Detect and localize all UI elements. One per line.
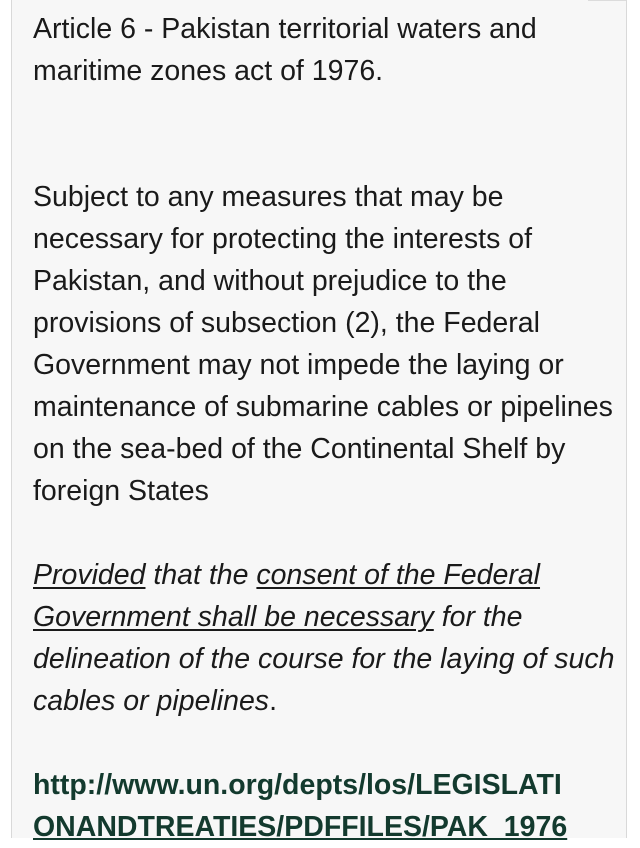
- paragraph-gap: [33, 512, 623, 554]
- article-heading: Article 6 - Pakistan territorial waters and maritime zones act of 1976.: [33, 13, 537, 87]
- card-corner-divider: [588, 0, 626, 1]
- section-gap: [33, 92, 623, 176]
- article-content: [33, 8, 623, 848]
- source-link-line1: http://www.un.org/depts/los/LEGISLATI: [33, 769, 562, 801]
- link-gap: [33, 722, 623, 764]
- source-link[interactable]: [33, 764, 623, 848]
- proviso-remainder: for the delineation of the course for the laying of such cables or pipelines: [33, 601, 615, 717]
- proviso-connector: that the: [145, 559, 257, 591]
- proviso-term: Provided: [33, 559, 146, 591]
- proviso-end: .: [269, 685, 277, 717]
- proviso-paragraph: [33, 554, 623, 722]
- source-link-line2: ONANDTREATIES/PDFFILES/PAK_1976: [33, 811, 568, 843]
- article-body: Subject to any measures that may be necessary for protecting the interests of Pakistan, and without prejudice to the provisions of subsection (2), the Federal Government may not impede the laying or maintenance of submarine cables or pipelines on the sea-bed of the Continental Shelf by foreign States: [33, 181, 613, 507]
- proviso-condition: consent of the Federal Government shall be necessary: [33, 559, 541, 633]
